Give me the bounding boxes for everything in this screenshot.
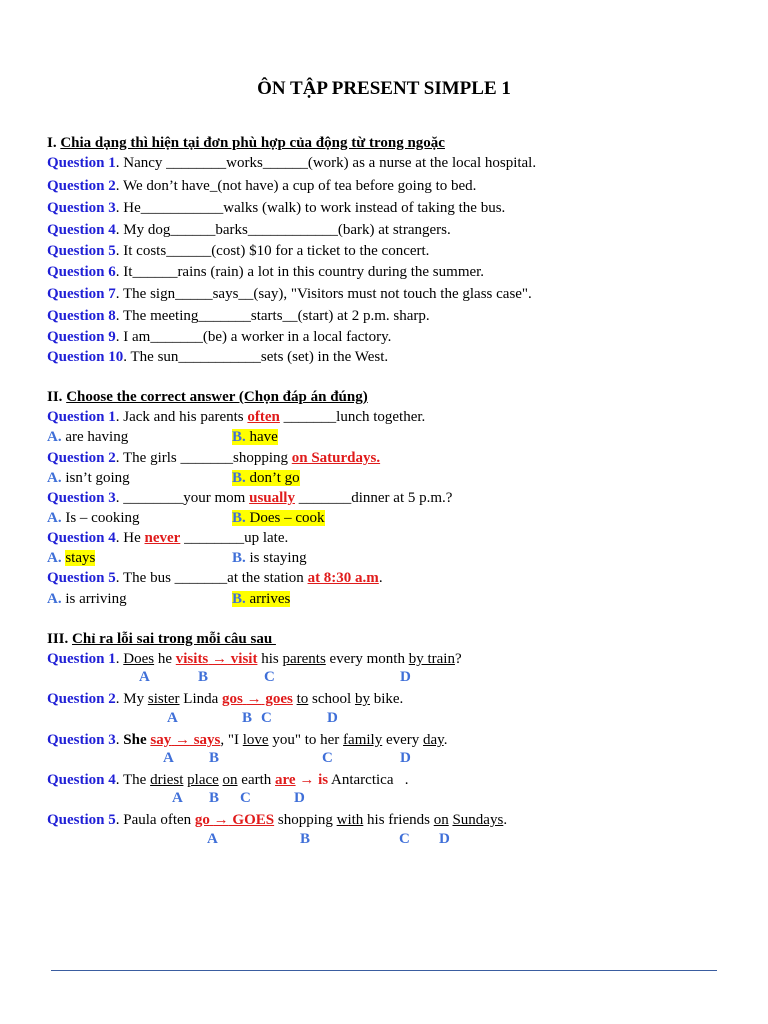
text-span: → <box>174 732 190 748</box>
answer-blank[interactable]: _____says__ <box>175 286 254 302</box>
text-span: dinner at 5 p.m.? <box>351 490 453 506</box>
text-span <box>195 812 274 828</box>
s2-q1-option-b[interactable] <box>232 427 278 447</box>
question-text: . Nancy <box>115 155 167 171</box>
s3-q3-label-a: A <box>163 750 174 766</box>
text-span: Does <box>123 651 155 667</box>
question-text: (rain) a lot in this country during the summer. <box>210 264 485 280</box>
s3-q3-label-d: D <box>400 750 411 766</box>
s2-q4-option-a[interactable] <box>47 548 95 568</box>
text-span: . The girls <box>115 450 181 466</box>
text-span: he <box>154 651 176 667</box>
question-number: Question 2 <box>47 178 116 194</box>
text-span: → <box>299 772 315 788</box>
text-span: → <box>246 691 262 707</box>
answer-blank[interactable]: _______starts__ <box>198 308 298 324</box>
text-span: never <box>144 530 181 546</box>
s3-question-1 <box>47 649 462 669</box>
text-span: → <box>212 651 228 667</box>
text-span: Linda <box>179 691 223 707</box>
text-span: says <box>189 732 221 748</box>
s2-q5-option-b[interactable] <box>232 589 290 609</box>
text-span <box>222 691 293 707</box>
text-span: sister <box>147 691 180 707</box>
option-letter: B. <box>232 470 246 486</box>
answer-blank[interactable]: _ <box>209 178 218 194</box>
question-text: (say), "Visitors must not touch the glass case". <box>253 286 532 302</box>
text-span <box>232 591 290 607</box>
s1-question-7 <box>47 284 532 304</box>
text-span: . <box>115 490 124 506</box>
question-number: Question 8 <box>47 308 116 324</box>
section-2-heading <box>47 387 368 407</box>
s3-q5-label-a: A <box>207 831 218 847</box>
text-span: place <box>187 772 219 788</box>
question-number: Question 5 <box>47 812 116 828</box>
question-number: Question 4 <box>47 222 116 238</box>
text-span: _______ <box>174 570 228 586</box>
text-span: isn’t going <box>65 470 130 486</box>
text-span: often <box>247 409 280 425</box>
s2-q3-option-b[interactable] <box>232 508 325 528</box>
option-letter: B. <box>232 550 246 566</box>
text-span: is <box>314 772 329 788</box>
answer-blank[interactable]: ___________sets <box>178 349 288 365</box>
text-span: gos <box>222 691 243 707</box>
option-letter: A. <box>47 429 62 445</box>
s1-question-5 <box>47 241 429 261</box>
text-span: . <box>503 812 508 828</box>
s3-q2-label-b: B <box>242 710 253 726</box>
s1-question-4 <box>47 220 451 240</box>
text-span <box>232 470 300 486</box>
section-3-heading <box>47 629 276 649</box>
text-span: lunch together. <box>336 409 426 425</box>
text-span <box>232 429 278 445</box>
question-number: Question 3 <box>47 732 116 748</box>
section-1-title: Chia dạng thì hiện tại đơn phù hợp của động từ trong ngoặc <box>60 135 445 151</box>
question-text: . The sun <box>123 349 179 365</box>
text-span: his friends <box>363 812 434 828</box>
text-span: at 8:30 a.m <box>307 570 379 586</box>
s3-question-4 <box>47 770 408 790</box>
text-span: to <box>296 691 309 707</box>
text-span: . My <box>115 691 148 707</box>
text-span: is arriving <box>65 591 127 607</box>
page-title: ÔN TẬP PRESENT SIMPLE 1 <box>257 78 511 99</box>
s3-q4-label-b: B <box>209 790 220 806</box>
text-span: → <box>213 812 229 828</box>
s2-q1-option-a[interactable] <box>47 427 128 447</box>
question-number: Question 6 <box>47 264 116 280</box>
text-span: earth <box>237 772 276 788</box>
footer-divider <box>51 970 717 971</box>
text-span: up late. <box>244 530 289 546</box>
text-span: goes <box>261 691 293 707</box>
question-text: . It costs <box>115 243 167 259</box>
text-span: ? <box>454 651 462 667</box>
answer-blank[interactable]: ______barks____________ <box>170 222 338 238</box>
question-text: . My dog <box>115 222 171 238</box>
text-span <box>232 510 325 526</box>
option-letter: B. <box>232 591 246 607</box>
question-number: Question 5 <box>47 243 116 259</box>
text-span: ________ <box>184 530 245 546</box>
text-span: by train <box>408 651 455 667</box>
section-1-number: I. <box>47 135 57 151</box>
text-span: are <box>275 772 296 788</box>
s3-q5-label-c: C <box>399 831 410 847</box>
question-number: Question 1 <box>47 409 116 425</box>
s3-q1-label-a: A <box>139 669 150 685</box>
question-text: (start) at 2 p.m. sharp. <box>297 308 430 324</box>
text-span: school <box>308 691 355 707</box>
question-number: Question 2 <box>47 450 116 466</box>
section-3-number: III. <box>47 631 69 647</box>
text-span: She <box>123 732 147 748</box>
text-span: on <box>433 812 449 828</box>
s3-q3-label-c: C <box>322 750 333 766</box>
question-number: Question 10 <box>47 349 124 365</box>
answer-blank[interactable]: _______ <box>150 329 203 345</box>
s2-q4-option-b[interactable] <box>232 548 307 568</box>
question-number: Question 3 <box>47 200 116 216</box>
question-number: Question 1 <box>47 651 116 667</box>
question-number: Question 7 <box>47 286 116 302</box>
s2-q2-option-a[interactable] <box>47 468 130 488</box>
s3-q2-label-a: A <box>167 710 178 726</box>
s3-q2-label-d: D <box>327 710 338 726</box>
text-span: shopping <box>274 812 337 828</box>
text-span: family <box>343 732 383 748</box>
question-text: . The meeting <box>115 308 199 324</box>
s3-q2-label-c: C <box>261 710 272 726</box>
section-2-title: Choose the correct answer (Chọn đáp án đúng) <box>66 389 368 405</box>
s3-q1-label-d: D <box>400 669 411 685</box>
s3-q5-label-b: B <box>300 831 311 847</box>
s3-question-3 <box>47 730 447 750</box>
question-text: (cost) $10 for a ticket to the concert. <box>211 243 430 259</box>
text-span: Is – cooking <box>65 510 140 526</box>
text-span: you" to her <box>268 732 344 748</box>
answer-blank[interactable]: ______ <box>166 243 212 259</box>
s2-question-2 <box>47 448 380 468</box>
answer-blank[interactable]: ___________walks <box>140 200 263 216</box>
text-span: . The bus <box>115 570 175 586</box>
text-span: by <box>354 691 370 707</box>
text-span: . <box>378 570 383 586</box>
text-span: every month <box>325 651 409 667</box>
s2-q2-option-b[interactable] <box>232 468 300 488</box>
question-number: Question 9 <box>47 329 116 345</box>
text-span: at the station <box>227 570 308 586</box>
answer-blank[interactable]: ________works______ <box>166 155 308 171</box>
s2-question-1 <box>47 407 425 427</box>
text-span: Does – cook <box>249 510 325 526</box>
text-span: love <box>242 732 269 748</box>
question-number: Question 3 <box>47 490 116 506</box>
text-span: ________ <box>123 490 184 506</box>
question-number: Question 1 <box>47 155 116 171</box>
question-number: Question 2 <box>47 691 116 707</box>
text-span <box>275 772 328 788</box>
answer-blank[interactable]: ______rains <box>132 264 211 280</box>
text-span: is staying <box>249 550 307 566</box>
s1-question-6 <box>47 262 484 282</box>
s1-question-8 <box>47 306 430 326</box>
s2-question-5 <box>47 568 383 588</box>
text-span: say <box>150 732 172 748</box>
s3-q3-label-b: B <box>209 750 220 766</box>
text-span: . <box>115 651 124 667</box>
s3-q4-label-a: A <box>172 790 183 806</box>
s3-question-2 <box>47 689 403 709</box>
option-letter: B. <box>232 429 246 445</box>
question-text: (be) a worker in a local factory. <box>202 329 392 345</box>
text-span: bike. <box>369 691 404 707</box>
question-text: . The sign <box>115 286 176 302</box>
text-span: with <box>336 812 364 828</box>
question-text: (not have) a cup of tea before going to bed. <box>217 178 477 194</box>
text-span: . Jack and his parents <box>115 409 248 425</box>
text-span: _______ <box>298 490 352 506</box>
text-span: don’t go <box>249 470 300 486</box>
option-letter: A. <box>47 470 62 486</box>
text-span: , "I <box>220 732 243 748</box>
text-span: stays <box>65 550 96 566</box>
s3-question-5 <box>47 810 507 830</box>
s2-question-3 <box>47 488 452 508</box>
s1-question-1 <box>47 153 536 173</box>
text-span: have <box>249 429 278 445</box>
question-text: . It <box>115 264 133 280</box>
text-span: his <box>257 651 283 667</box>
question-text: (walk) to work instead of taking the bus. <box>262 200 506 216</box>
text-span: visit <box>227 651 258 667</box>
text-span: on Saturdays. <box>291 450 381 466</box>
s1-question-10 <box>47 347 388 367</box>
text-span: parents <box>282 651 326 667</box>
option-letter: A. <box>47 591 62 607</box>
section-3-title: Chỉ ra lỗi sai trong mỗi câu sau <box>72 631 276 647</box>
text-span: go <box>194 812 210 828</box>
text-span: usually <box>249 490 295 506</box>
s3-q4-label-c: C <box>240 790 251 806</box>
text-span: driest <box>150 772 184 788</box>
text-span: . <box>443 732 448 748</box>
section-1-heading <box>47 133 445 153</box>
s2-question-4 <box>47 528 288 548</box>
question-text: (bark) at strangers. <box>337 222 451 238</box>
s1-question-3 <box>47 198 505 218</box>
s2-q3-option-a[interactable] <box>47 508 140 528</box>
text-span: day <box>423 732 444 748</box>
option-letter: A. <box>47 510 62 526</box>
text-span: shopping <box>232 450 292 466</box>
text-span: your mom <box>183 490 250 506</box>
question-text: (work) as a nurse at the local hospital. <box>307 155 537 171</box>
s3-q1-label-b: B <box>198 669 209 685</box>
text-span: arrives <box>249 591 291 607</box>
section-2-number: II. <box>47 389 63 405</box>
text-span: Antarctica . <box>328 772 409 788</box>
s3-q5-label-d: D <box>439 831 450 847</box>
option-letter: A. <box>47 550 62 566</box>
text-span: every <box>382 732 424 748</box>
question-text: . I am <box>115 329 151 345</box>
question-text: . He <box>115 200 141 216</box>
s3-q4-label-d: D <box>294 790 305 806</box>
text-span <box>150 732 220 748</box>
text-span: visits <box>175 651 209 667</box>
question-text: . We don’t have <box>115 178 210 194</box>
s1-question-2 <box>47 176 476 196</box>
text-span: . Paula often <box>115 812 195 828</box>
s3-q1-label-c: C <box>264 669 275 685</box>
option-letter: B. <box>232 510 246 526</box>
text-span: GOES <box>228 812 275 828</box>
text-span: Sundays <box>452 812 504 828</box>
text-span <box>176 651 258 667</box>
s1-question-9 <box>47 327 391 347</box>
text-span: . <box>115 732 124 748</box>
text-span: . He <box>115 530 145 546</box>
question-number: Question 5 <box>47 570 116 586</box>
text-span: . The <box>115 772 151 788</box>
question-number: Question 4 <box>47 772 116 788</box>
text-span: _______ <box>180 450 233 466</box>
question-number: Question 4 <box>47 530 116 546</box>
text-span: on <box>222 772 238 788</box>
s2-q5-option-a[interactable] <box>47 589 127 609</box>
text-span: _______ <box>283 409 337 425</box>
text-span: are having <box>65 429 129 445</box>
question-text: (set) in the West. <box>287 349 389 365</box>
